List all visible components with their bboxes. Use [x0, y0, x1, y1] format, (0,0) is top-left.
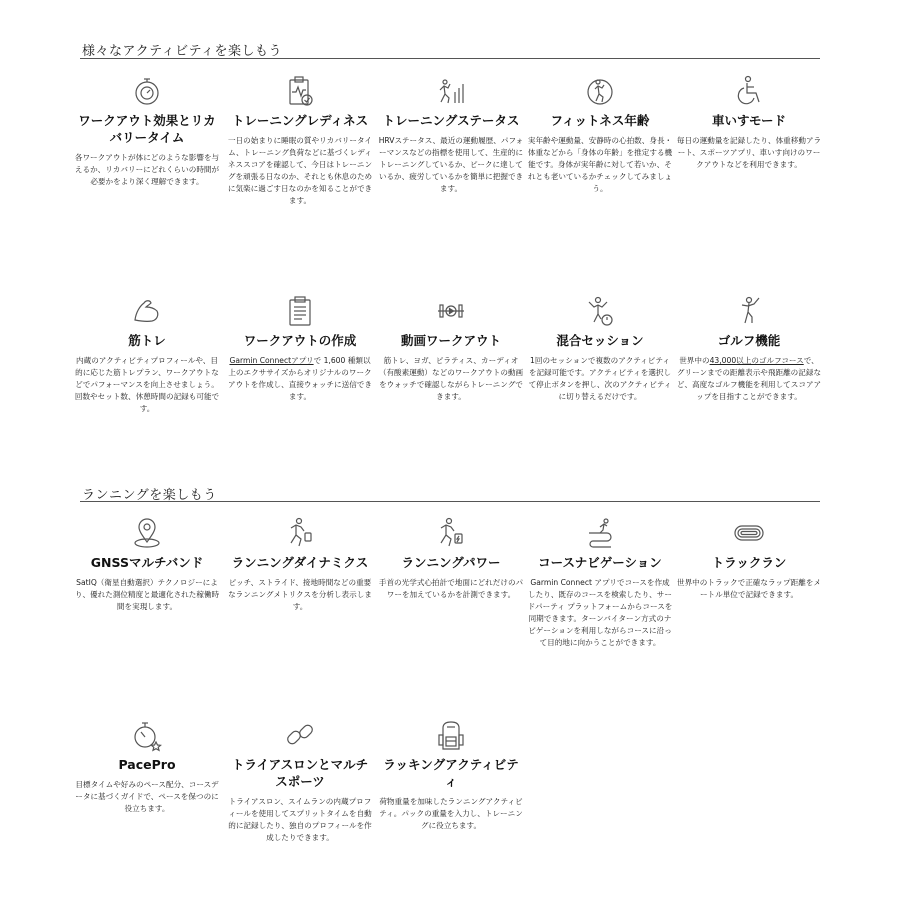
section-title-activities: 様々なアクティビティを楽しもう: [82, 44, 283, 59]
feature-card-gnss-multiband: [74, 516, 220, 613]
card-title: ランニングパワー: [401, 555, 501, 570]
track-icon: [732, 516, 766, 550]
card-title: GNSSマルチバンド: [90, 555, 204, 570]
clipboard-check-icon: [283, 74, 317, 108]
feature-card-training-status: [378, 74, 524, 195]
card-title: トラックラン: [711, 555, 787, 570]
card-title: 筋トレ: [128, 333, 166, 348]
card-title: 車いすモード: [711, 113, 786, 128]
feature-card-fitness-age: [527, 74, 673, 195]
video-workout-icon: [434, 294, 468, 328]
feature-card-mixed-session: [527, 294, 673, 403]
card-description: 筋トレ、ヨガ、ピラティス、カーディオ（有酸素運動）などのワークアウトの動画をウォッチで確認しながらトレーニングできます。: [378, 356, 524, 401]
runner-watch-icon: [283, 516, 317, 550]
backpack-icon: [434, 718, 468, 752]
feature-card-rucking: [378, 718, 524, 832]
feature-card-workout-effect: [74, 74, 220, 188]
triathlon-links-icon: [283, 718, 317, 752]
feature-card-course-navigation: [527, 516, 673, 649]
garmin-connect-link[interactable]: Garmin Connectアプリ: [229, 356, 314, 365]
pacepro-stopwatch-icon: [130, 718, 164, 752]
card-description: Garmin Connectアプリで 1,600 種類以上のエクササイズからオリジナルのワークアウトを作成し、直接ウォッチに送信できます。: [228, 356, 372, 401]
section-title-running: ランニングを楽しもう: [82, 488, 217, 503]
card-title: ラッキングアクティビティ: [383, 757, 519, 789]
feature-card-strength: [74, 294, 220, 415]
card-title: ワークアウト効果とリカバリータイム: [78, 113, 216, 145]
golf-course-link[interactable]: 43,000以上のゴルフコース: [709, 356, 804, 365]
card-description: トライアスロン、スイムランの内蔵プロフィールを使用してスプリットタイムを自動的に記録したり、独自のプロフィールを作成したりできます。: [228, 797, 372, 842]
card-description: 目標タイムや好みのペース配分、コースデータに基づくガイドで、ペースを保つのに役立ちます。: [75, 780, 219, 813]
card-description: 内蔵のアクティビティプロフィールや、目的に応じた筋トレプラン、ワークアウトなどでパフォーマンスを向上させましょう。回数やセット数、休憩時間の記録も可能です。: [74, 356, 220, 413]
card-title: PacePro: [118, 757, 176, 772]
feature-card-running-dynamics: [227, 516, 373, 613]
card-title: トレーニングステータス: [382, 113, 520, 128]
feature-card-wheelchair-mode: [676, 74, 822, 171]
clipboard-list-icon: [283, 294, 317, 328]
card-title: ワークアウトの作成: [243, 333, 357, 348]
card-description: Garmin Connect アプリでコースを作成したり、既存のコースを検索したり、サードパーティ プラットフォームからコースを同期できます。ターンバイターン方式のナビゲーションを利用しながらコースに沿って目的地に向かうことができます。: [527, 578, 673, 647]
section-divider: [80, 58, 820, 59]
runner-power-icon: [434, 516, 468, 550]
card-description: 各ワークアウトが体にどのような影響を与えるか、リカバリーにどれくらいの時間が必要かをより深く理解できます。: [74, 153, 220, 186]
card-description: SatIQ（衛星自動選択）テクノロジーにより、優れた測位精度と最適化された稼働時間を実現します。: [74, 578, 220, 611]
card-description: 手首の光学式心拍計で地面にどれだけのパワーを加えているかを計測できます。: [378, 578, 524, 599]
course-navigation-icon: [583, 516, 617, 550]
feature-card-golf: [676, 294, 822, 403]
card-description: ピッチ、ストライド、接地時間などの重要なランニングメトリクスを分析し表示します。: [228, 578, 372, 611]
card-description: 毎日の運動量を記録したり、体重移動アラート、スポーツアプリ、車いす向けのワークアウトなどを利用できます。: [676, 136, 822, 169]
feature-card-workout-create: [227, 294, 373, 403]
card-description: 世界中のトラックで正確なラップ距離をメートル単位で記録できます。: [677, 578, 821, 599]
feature-card-training-readiness: [227, 74, 373, 207]
card-title: コースナビゲーション: [538, 555, 662, 570]
runner-bars-icon: [434, 74, 468, 108]
stopwatch-icon: [130, 74, 164, 108]
fitness-age-icon: [583, 74, 617, 108]
feature-card-pacepro: [74, 718, 220, 815]
feature-card-video-workout: [378, 294, 524, 403]
card-description: 荷物重量を加味したランニングアクティビティ。パックの重量を入力し、トレーニングに役立ちます。: [379, 797, 523, 830]
flexed-arm-icon: [130, 294, 164, 328]
card-title: 動画ワークアウト: [400, 333, 501, 348]
section-divider: [80, 501, 820, 502]
card-title: トライアスロンとマルチスポーツ: [231, 757, 369, 789]
card-description: HRVステータス、最近の運動履歴、パフォーマンスなどの指標を使用して、生産的にトレーニングしているか、ピークに達しているか、疲労しているかを簡単に把握できます。: [378, 136, 524, 193]
card-title: ランニングダイナミクス: [231, 555, 369, 570]
card-title: ゴルフ機能: [717, 333, 781, 348]
feature-card-running-power: [378, 516, 524, 601]
card-description: 世界中の43,000以上のゴルフコースで、グリーンまでの距離表示や飛距離の記録など、高度なゴルフ機能を利用してスコアアップを目指すことができます。: [676, 356, 822, 401]
card-description: 一日の始まりに睡眠の質やリカバリータイム、トレーニング負荷などに基づくレディネススコアを確認して、今日はトレーニングを頑張る日なのか、それとも休息のために気楽に過ごす日なのかを知ることができます。: [227, 136, 373, 205]
card-title: フィットネス年齢: [550, 113, 650, 128]
multisport-session-icon: [583, 294, 617, 328]
card-title: トレーニングレディネス: [231, 113, 369, 128]
card-description: 実年齢や運動量、安静時の心拍数、身長・体重などから「身体の年齢」を推定する機能です。身体が実年齢に対して若いか、それとも老いているかチェックしてみましょう。: [527, 136, 673, 193]
golfer-icon: [732, 294, 766, 328]
card-title: 混合セッション: [556, 333, 644, 348]
card-description: 1回のセッションで複数のアクティビティを記録可能です。アクティビティを選択して停止ボタンを押し、次のアクティビティに切り替えるだけです。: [528, 356, 672, 401]
location-pin-icon: [130, 516, 164, 550]
feature-card-track-run: [676, 516, 822, 601]
feature-card-triathlon: [227, 718, 373, 844]
wheelchair-icon: [732, 74, 766, 108]
